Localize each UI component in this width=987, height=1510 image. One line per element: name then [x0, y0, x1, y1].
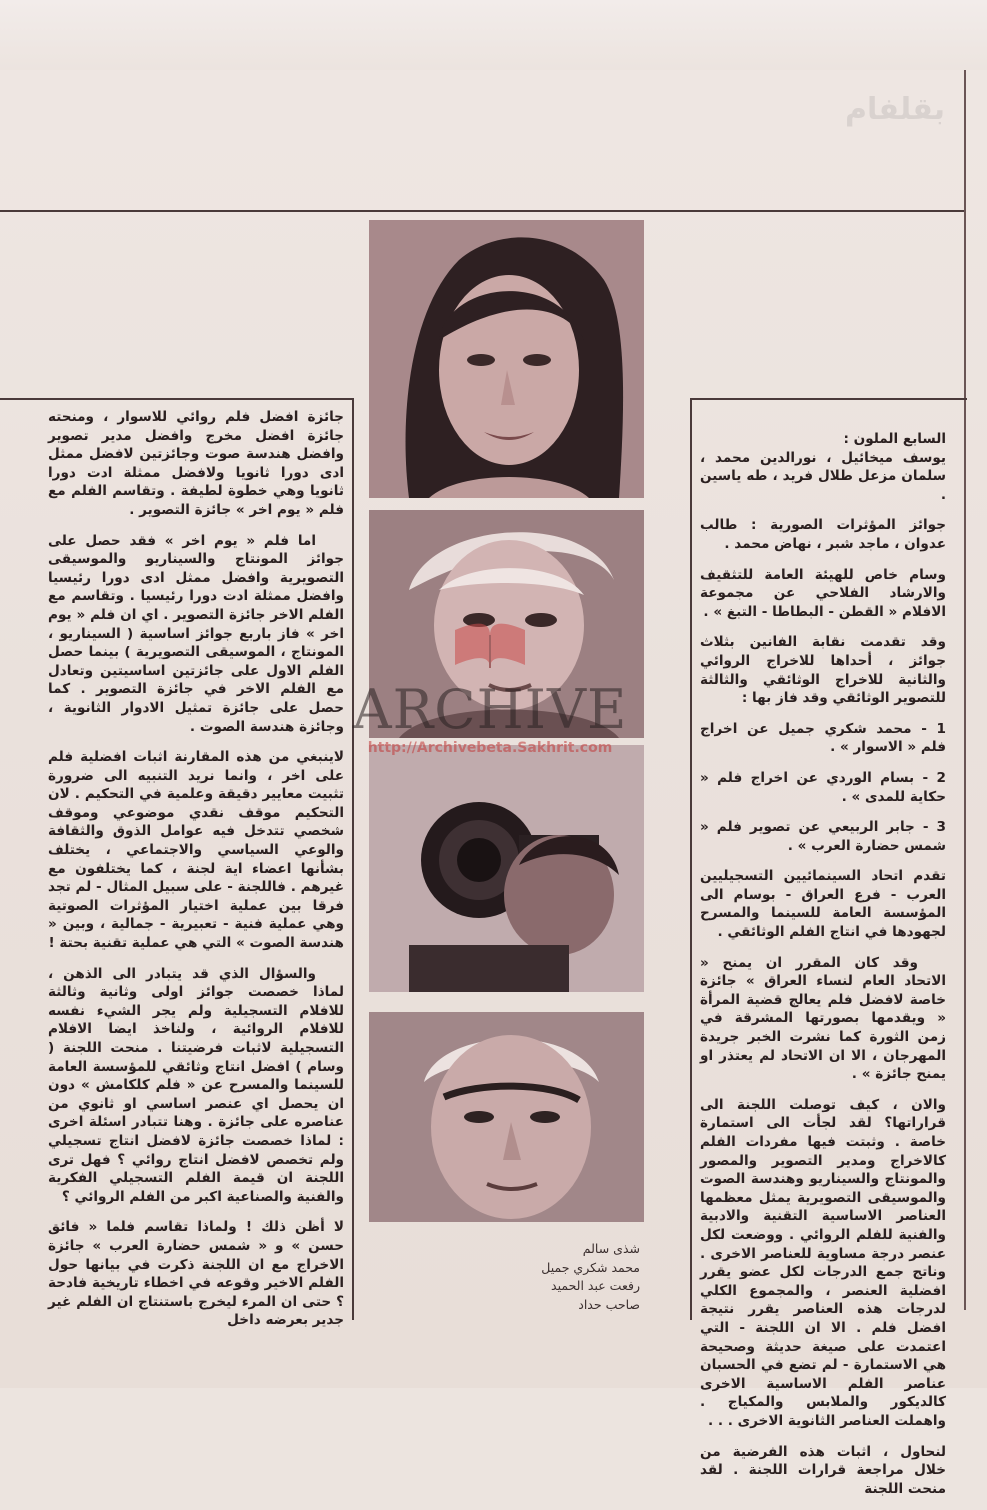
- page-top-margin: [0, 0, 987, 70]
- paragraph: وقد كان المقرر ان يمنح « الاتحاد العام لنساء العراق » جائزة خاصة لافضل فلم يعالج قضية المرأة « ويقدمها بصورتها المشرقة في زمن الثورة كما نشرت الخبر جريدة المهرجان ، الا ان الاتحاد لم يعتذر او يمنح جائزة » .: [700, 954, 946, 1083]
- caption-line: محمد شكري جميل: [541, 1259, 640, 1275]
- watermark-url: http://Archivebeta.Sakhrit.com: [367, 740, 613, 756]
- portrait-woman-image: [369, 220, 644, 498]
- left-text-column: [48, 408, 344, 1342]
- list-item: 1 - محمد شكري جميل عن اخراج فلم « الاسوار » .: [700, 720, 946, 756]
- paragraph: لاينبغي من هذه المقارنة اثبات افضلية فلم على اخر ، وانما نريد التنبيه الى ضرورة تثبيت معايير دقيقة وعلمية في التحكيم . لان التحكيم موقف نقدي موضوعي وموقف شخصي تتدخل فيه عوامل الذوق والثقافة والوعي السياسي والاجتماعي ، يختلف بشأنها اعضاء اية لجنة ، كما يختلفون مع غيرهم . فاللجنة - على سبيل المثال - لم تجد فرقا بين عملية اختيار المؤثرات الصوتية وهي عملية فنية - تعبيرية - جمالية ، وبين « هندسة الصوت » التي هي عملية تقنية بحتة !: [48, 749, 344, 952]
- right-text-column: [700, 430, 946, 1510]
- paragraph: لا أظن ذلك ! ولماذا تقاسم فلما « فائق حسن » و « شمس حضارة العرب » جائزة الاخراج مع ان اللجنة ذكرت في بيانها حول الفلم الاخير وقوعه في اخطاء تاريخية فادحة ؟ حتى ان المرء ليخرج باستنتاج ان الفلم غير جدير بعرضه داخل: [48, 1219, 344, 1329]
- caption-line: رفعت عبد الحميد: [551, 1278, 640, 1293]
- watermark-word: ARCHIVE: [352, 678, 628, 741]
- book-icon: [450, 610, 530, 670]
- paragraph: اما فلم « يوم اخر » فقد حصل على جوائز المونتاج والسيناريو والموسيقى التصويرية وافضل ممثل ادى دورا رئيسيا وافضل ممثلة ادت دورا رئيسيا . وتقاسم مع الفلم الاخر جائزة التصوير . اي ان فلم « يوم اخر » فاز باربع جوائز اساسية ( السيناريو ، المونتاج ، الموسيقى التصويرية ) بينما حصل الفلم الاول على جائزتين اساسيتين وتعادل مع الفلم الاخر في جائزة التصوير . كما حصل على جائزة تمثيل الادوار الثانوية ، وجائزة هندسة الصوت .: [48, 532, 344, 735]
- section-logo: بقلفام: [845, 92, 945, 127]
- section-heading: السابع الملون :: [843, 431, 946, 447]
- caption-line: شذى سالم: [582, 1241, 640, 1256]
- paragraph: والسؤال الذي قد يتبادر الى الذهن ، لماذا خصصت جوائز اولى وثانية وثالثة للافلام التسجيلية ولم يجر الشيء نفسه للافلام الروائية ، ولناخذ ايضا الافلام التسجيلية لاثبات فرضيتنا . منحت اللجنة ( وسام ) افضل انتاج وثائقي للمؤسسة العامة للسينما والمسرح عن « فلم كلكامش » دون ان يحصل اي عنصر اساسي او ثانوي من عناصره على جائزة . وهنا تتبادر اسئلة اخرى : لماذا خصصت جائزة لافضل انتاج تسجيلي ولم تخصص لافضل انتاج روائي ؟ فهل ترى اللجنة ان قيمة الفلم التسجيلي الفكرية والفنية والصناعية اكبر من الفلم الروائي ؟: [48, 965, 344, 1205]
- photo-older-man: [369, 1012, 644, 1222]
- caption-line: صاحب حداد: [578, 1296, 640, 1312]
- paragraph: والان ، كيف توصلت اللجنة الى قراراتها؟ لقد لجأت الى استمارة خاصة . وثبتت فيها مفردات الفلم كالاخراج ومدير التصوير والمصور والمونتاج والسيناريو وهندسة الصوت والموسيقى التصويرية يمثل معظمها العناصر الاساسية التقنية والادبية والفنية للفلم الروائي . ووضعت لكل عنصر درجة مساوية للعناصر الاخرى . وناتج جمع الدرجات لكل عضو يقرر افضلية العنصر ، والمجموع الكلي لدرجات هذه العناصر يقرر نتيجة افضل فلم . الا ان اللجنة - التي اعتمدت على صيغة حديثة وصحيحة هي الاستمارة - لم تضع في الحسبان عناصر الفلم الاساسية الاخرى كالديكور والملابس والمكياج . واهملت العناصر الثانوية الاخرى . . .: [700, 1096, 946, 1429]
- paragraph: جائزة افضل فلم روائي للاسوار ، ومنحته جائزة افضل مخرج وافضل مدير تصوير وافضل هندسة صوت وجائزتين لافضل ممثل ادى دورا ثانويا ولافضل ممثلة ادت دورا ثانويا وهي خطوة لطيفة . وتقاسم الفلم مع فلم « يوم اخر » جائزة التصوير .: [48, 409, 344, 518]
- paragraph: وقد تقدمت نقابة الفانين بثلاث جوائز ، أحداها للاخراج الروائي والثانية للاخراج الوثائقي والثالثة للتصوير الوثائقي وقد فاز بها :: [700, 634, 946, 707]
- paragraph: وسام خاص للهيئة العامة للتثقيف والارشاد الفلاحي عن مجموعة الافلام « القطن - البطاطا - التبغ » .: [700, 566, 946, 620]
- list-item: 3 - جابر الربيعي عن تصوير فلم « شمس حضارة العرب » .: [700, 819, 946, 854]
- photo-captions: [520, 1240, 640, 1314]
- list-item: 2 - بسام الوردي عن اخراج فلم « حكاية للمدى » .: [700, 769, 946, 805]
- paragraph: تقدم اتحاد السينمائيين التسجيليين العرب - فرع العراق - بوسام الى المؤسسة العامة للسينما والمسرح لجهودها في انتاج الفلم الوثائقي .: [700, 868, 946, 941]
- paragraph: لنحاول ، اثبات هذه الفرضية من خلال مراجعة قرارات اللجنة . لقد منحت اللجنة: [700, 1443, 946, 1497]
- names-list: يوسف ميخائيل ، نورالدين محمد ، سلمان مزعل طلال فريد ، طه ياسين .: [700, 449, 946, 503]
- archive-watermark: [330, 680, 650, 756]
- header-divider: [0, 210, 965, 212]
- cameraman-image: [369, 745, 644, 992]
- photo-cameraman: [369, 745, 644, 992]
- paragraph: جوائز المؤثرات الصورية : طالب عدوان ، ماجد شبر ، نهاض محمد .: [700, 517, 946, 552]
- portrait-older-man-image: [369, 1012, 644, 1222]
- paragraph: [700, 430, 946, 504]
- photo-actress-portrait: [369, 220, 644, 498]
